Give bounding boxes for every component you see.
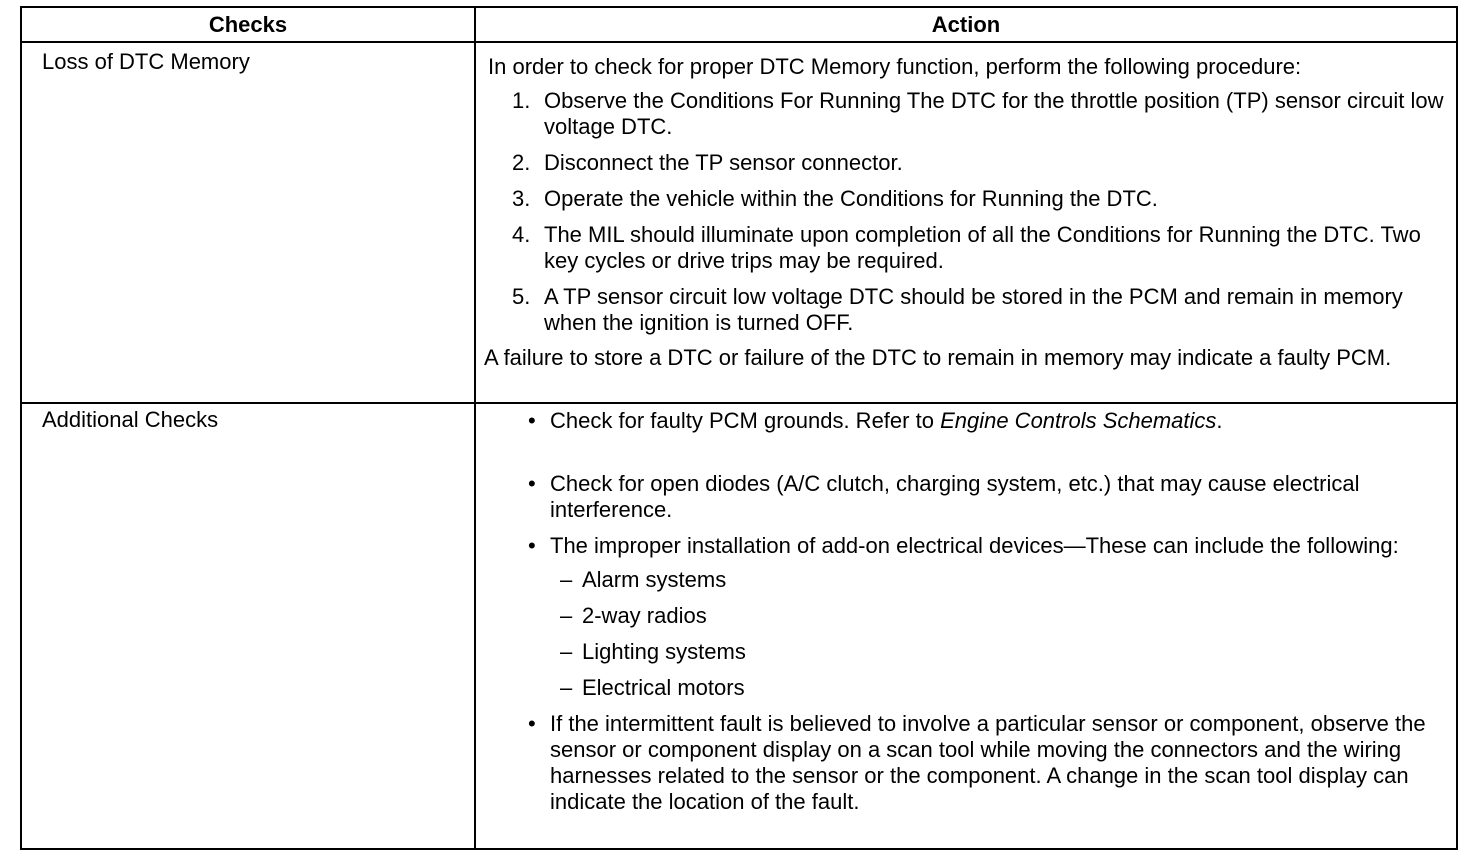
schematic-reference: Engine Controls Schematics — [940, 408, 1217, 433]
column-divider — [474, 8, 476, 848]
sub-item-text: Electrical motors — [582, 675, 745, 700]
sub-item-text: Lighting systems — [582, 639, 746, 664]
bullet-icon: • — [528, 408, 536, 433]
sub-item-text: 2-way radios — [582, 603, 707, 628]
check-additional-checks: Additional Checks — [42, 407, 219, 432]
procedure-step — [488, 150, 1446, 176]
sub-list-item — [550, 639, 1446, 665]
step-number: 4. — [512, 222, 531, 247]
step-number: 5. — [512, 284, 531, 309]
step-number: 3. — [512, 186, 531, 211]
step-text: The MIL should illuminate upon completion of all the Conditions for Running the DTC. Two key cycles or drive trips may be required. — [544, 222, 1421, 273]
action-cell-additional — [488, 408, 1446, 825]
list-item — [488, 408, 1446, 434]
bullet-icon: • — [528, 471, 536, 496]
bullet-text: Check for open diodes (A/C clutch, charging system, etc.) that may cause electrical interference. — [550, 471, 1360, 522]
list-item — [488, 533, 1446, 701]
bullet-text: If the intermittent fault is believed to involve a particular sensor or component, observe the sensor or component display on a scan tool while moving the connectors and the wiring harnesses related to the sensor or the component. A change in the scan tool display can indicate the location of the fault. — [550, 711, 1426, 814]
step-text: Operate the vehicle within the Conditions for Running the DTC. — [544, 186, 1158, 211]
list-item — [488, 711, 1446, 815]
bullet-text: The improper installation of add-on electrical devices—These can include the following: — [550, 533, 1399, 558]
row-divider — [22, 402, 1456, 404]
bullet-icon: • — [528, 711, 536, 736]
column-header-action: Action — [931, 11, 1001, 37]
action-cell-dtc-memory — [484, 54, 1446, 370]
dash-icon: – — [560, 567, 573, 592]
dash-icon: – — [560, 675, 573, 700]
procedure-intro: In order to check for proper DTC Memory function, perform the following procedure: — [488, 54, 1302, 79]
sub-list-item — [550, 567, 1446, 593]
additional-check-list — [488, 408, 1446, 815]
list-item — [488, 471, 1446, 523]
procedure-step — [488, 222, 1446, 274]
step-text: Observe the Conditions For Running The DTC for the throttle position (TP) sensor circuit low voltage DTC. — [544, 88, 1444, 139]
header-divider — [22, 41, 1456, 43]
procedure-step — [488, 88, 1446, 140]
procedure-steps — [488, 88, 1446, 336]
procedure-step — [488, 284, 1446, 336]
sub-list-item — [550, 675, 1446, 701]
step-number: 2. — [512, 150, 531, 175]
diagnostic-table — [20, 6, 1458, 850]
column-header-checks: Checks — [208, 11, 288, 37]
check-loss-of-dtc-memory: Loss of DTC Memory — [42, 49, 250, 74]
sub-list-item — [550, 603, 1446, 629]
dash-icon: – — [560, 603, 573, 628]
bullet-text-end: . — [1216, 408, 1223, 433]
step-text: A TP sensor circuit low voltage DTC should be stored in the PCM and remain in memory when the ignition is turned OFF. — [544, 284, 1403, 335]
sub-item-text: Alarm systems — [582, 567, 727, 592]
step-text: Disconnect the TP sensor connector. — [544, 150, 903, 175]
step-number: 1. — [512, 88, 531, 113]
bullet-text: Check for faulty PCM grounds. Refer to — [550, 408, 941, 433]
dash-icon: – — [560, 639, 573, 664]
procedure-step — [488, 186, 1446, 212]
bullet-icon: • — [528, 533, 536, 558]
procedure-conclusion: A failure to store a DTC or failure of the DTC to remain in memory may indicate a faulty PCM. — [484, 345, 1392, 370]
device-list — [550, 567, 1446, 701]
